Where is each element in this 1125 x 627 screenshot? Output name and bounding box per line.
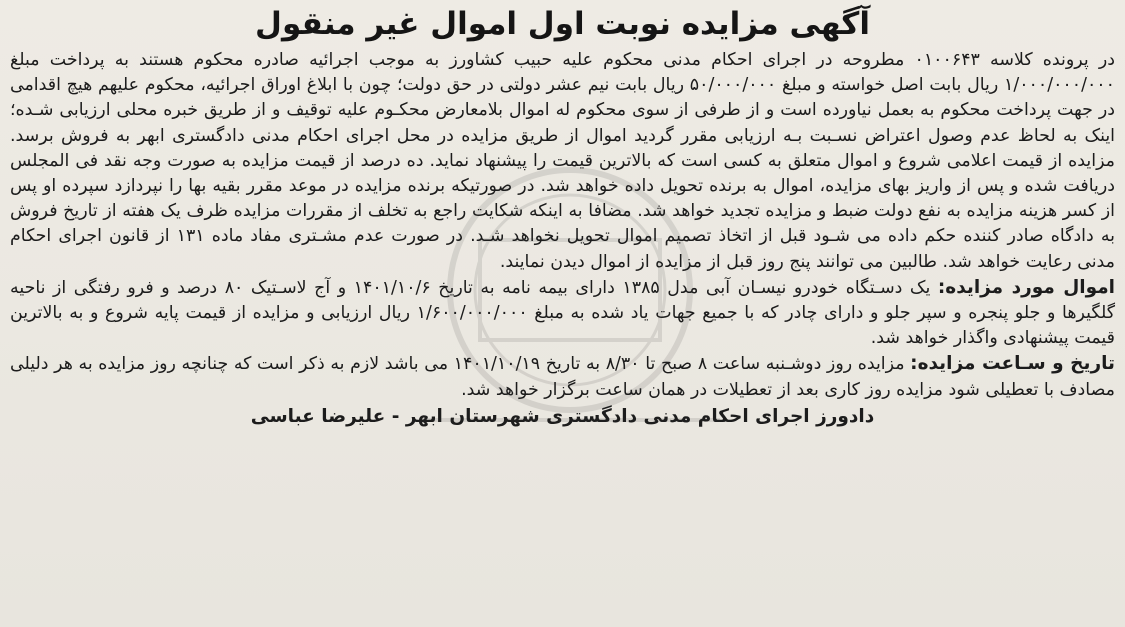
datetime-description: مزایده روز دوشـنبه ساعت ۸ صبح تا ۸/۳۰ به تاریخ ۱۴۰۱/۱۰/۱۹ می باشد لازم به ذکر است که چنانچه روز مزایده به هر دلیلی مصادف با تعطیلی شود مزایده روز کاری بعد از تعطیلات در همان ساعت برگزار خواهد شد. xyxy=(10,354,1115,400)
signature-line: دادورز اجرای احکام مدنی دادگستری شهرستان ابهر - علیرضا عباسی xyxy=(250,405,875,427)
property-heading: اموال مورد مزایده: xyxy=(937,276,1116,298)
notice-title: آگهی مزایده نوبت اول اموال غیر منقول xyxy=(255,6,870,42)
notice-body xyxy=(10,48,1115,403)
property-description: یک دسـتگاه خودرو نیسـان آبی مدل ۱۳۸۵ دارای بیمه نامه به تاریخ ۱۴۰۱/۱۰/۶ و آج لاسـتیک ۸۰ درصد و فرو رفتگی از ناحیه گلگیرها و جلو پنجره و سپر جلو و دارای چادر که با جمیع جهات یاد شده به مبلغ ۱/۶۰۰/۰۰۰/۰۰۰ ریال ارزیابی و مزایده از قیمت پایه شروع و به بالاترین قیمت پیشنهادی واگذار خواهد شد. xyxy=(10,277,1115,349)
property-paragraph xyxy=(10,275,1115,352)
intro-paragraph: در پرونده کلاسه ۰۱۰۰۶۴۳ مطروحه در اجرای احکام مدنی محکوم علیه حبیب کشاورز به موجب اجرائیه صادره محکوم هستند به پرداخت مبلغ ۱/۰۰۰/۰۰۰/۰۰۰ ریال بابت اصل خواسته و مبلغ ۵۰/۰۰۰/۰۰۰ ریال بابت نیم عشر دولتی در حق دولت؛ چون با ابلاغ اوراق اجرائیه، محکوم علیهم هیچ اقدامی در جهت پرداخت محکوم به بعمل نیاورده است و از طرفی از سوی محکوم له اموال بلامعارض محکـوم علیه توقیف و از طریق خبره محلی ارزیابی شـده؛ اینک به لحاظ عدم وصول اعتراض نسـبت بـه ارزیابی مقرر گردید اموال از طریق مزایده در محل اجرای احکام مدنی دادگستری ابهر به فروش برسد. مزایده از قیمت اعلامی شروع و اموال متعلق به کسی است که بالاترین قیمت را پیشنهاد نماید. ده درصد از قیمت مزایده به صورت وجه نقد فی المجلس دریافت شده و پس از واریز بهای مزایده، اموال به برنده تحویل داده خواهد شد. در صورتیکه برنده مزایده در موعد مقرر بقیه بها را نپردازد سپرده او پس از کسر هزینه مزایده به نفع دولت ضبط و مزایده تجدید خواهد شد. مضافا به اینکه شکایت راجع به تخلف از مقررات مزایده ظرف یک هفته از تاریخ فروش به دادگاه صادر کننده حکم داده می شـود قبل از اتخاذ تصمیم اموال تحویل نخواهد شـد. در صورت عدم مشـتری مفاد ماده ۱۳۱ از قانون اجرای احکام مدنی رعایت خواهد شد. طالبین می توانند پنج روز قبل از مزایده از اموال دیدن نمایند. xyxy=(10,50,1116,272)
datetime-heading: تاریخ و سـاعت مزایده: xyxy=(910,353,1115,375)
datetime-paragraph xyxy=(10,351,1115,402)
